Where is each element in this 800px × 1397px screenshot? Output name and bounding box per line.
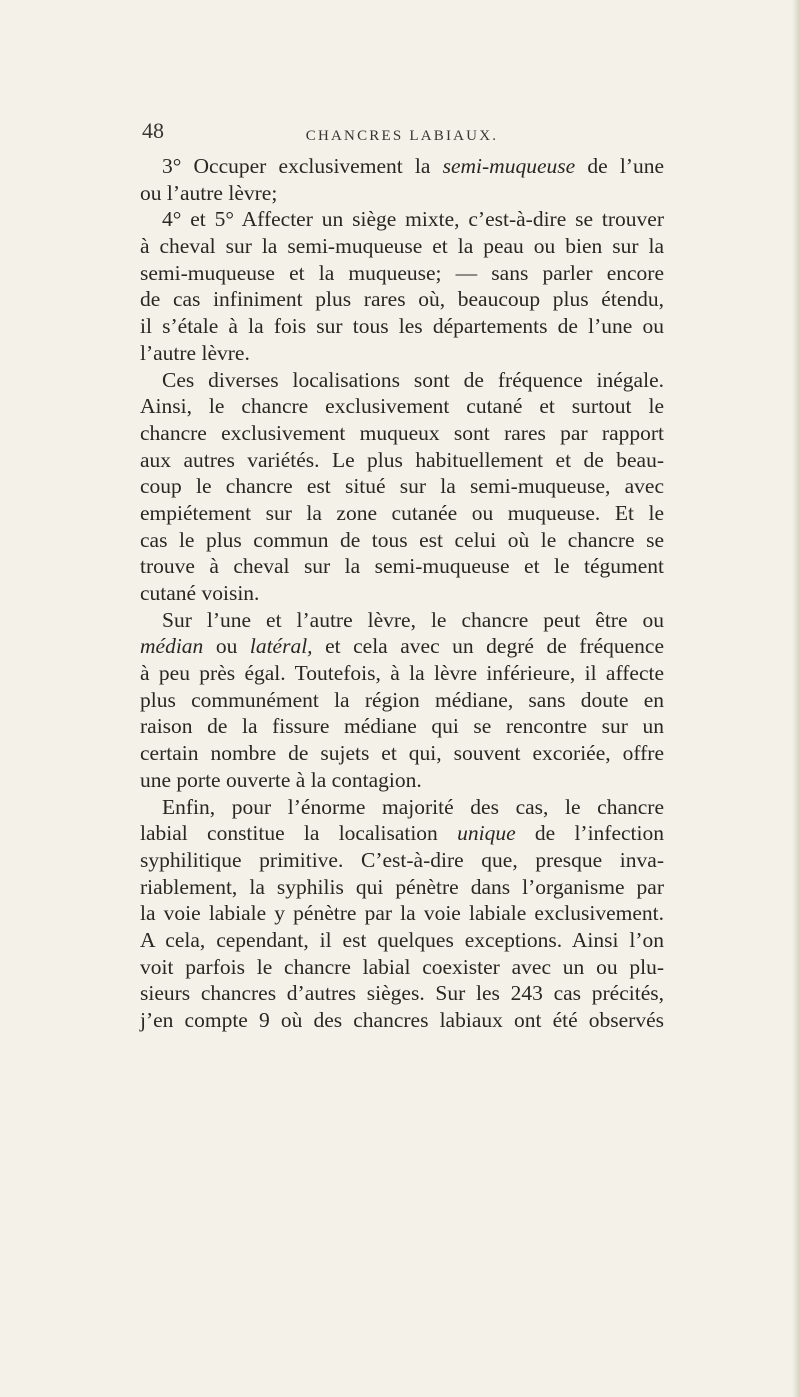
text-span: à cheval sur la semi-muqueuse et la peau ou bien sur la [140,234,664,259]
text-span: la voie labiale y pénètre par la voie labiale exclusivement. [140,901,664,926]
text-span: Ainsi, le chancre exclusivement cutané et surtout le [140,394,664,419]
text-span: riablement, la syphilis qui pénètre dans l’organisme par [140,874,664,899]
running-head: CHANCRES LABIAUX. [305,128,499,144]
text-line [140,500,664,527]
text-line [140,1007,664,1034]
italic-span: semi-muqueuse [442,154,576,178]
text-span: labial constitue la localisation [140,821,458,846]
text-span: empiétement sur la zone cutanée ou muqueuse. Et le [140,500,664,525]
text-span: semi-muqueuse et la muqueuse; — sans parler encore [140,260,664,285]
text-line [140,473,664,500]
text-span: l’autre lèvre. [140,340,250,365]
italic-span: médian [140,634,204,659]
text-line [140,286,664,313]
text-span: une porte ouverte à la contagion. [140,767,422,792]
text-span: A cela, cependant, il est quelques exceptions. Ainsi l’on [140,927,664,952]
text-span: et cela avec un degré de fréquence [312,634,664,659]
text-line [140,180,664,207]
text-span: 3° Occuper exclusivement la [162,154,443,178]
text-line [140,980,664,1007]
text-line [140,660,664,687]
text-line [140,553,664,580]
text-span: raison de la fissure médiane qui se rencontre sur un [140,714,664,739]
text-span: Enfin, pour l’énorme majorité des cas, le chancre [162,794,664,819]
text-line [140,367,664,394]
text-line [140,313,664,340]
text-line [140,713,664,740]
text-line [140,820,664,847]
text-span: chancre exclusivement muqueux sont rares par rapport [140,420,664,445]
text-span: 4° et 5° Affecter un siège mixte, c’est-à-dire se trouver [162,207,664,232]
text-span: trouve à cheval sur la semi-muqueuse et le tégument [140,554,664,579]
text-line [140,900,664,927]
text-line [140,687,664,714]
italic-span: latéral, [249,634,313,659]
text-line [140,847,664,874]
text-line [140,233,664,260]
text-span: Sur l’une et l’autre lèvre, le chancre peut être ou [162,607,664,632]
text-line [140,740,664,767]
text-span: certain nombre de sujets et qui, souvent excoriée, offre [140,741,664,766]
text-span: voit parfois le chancre labial coexister avec un ou plu- [140,954,664,979]
text-line [140,260,664,287]
text-span: à peu près égal. Toutefois, à la lèvre inférieure, il affecte [140,661,664,686]
page-header [142,118,662,148]
text-span: ou l’autre lèvre; [140,180,278,205]
text-line [140,580,664,607]
text-line [140,527,664,554]
page-number: 48 [142,118,164,143]
text-span: de l’une [575,154,664,178]
text-line [140,874,664,901]
text-line [140,153,664,180]
text-span: de cas infiniment plus rares où, beaucoup plus étendu, [140,287,664,312]
text-line [140,954,664,981]
text-line [140,340,664,367]
text-span: de l’infection [515,821,665,846]
text-span: aux autres variétés. Le plus habituellement et de beau- [140,447,664,472]
text-span: j’en compte 9 où des chancres labiaux ont été observés [140,1008,664,1032]
text-span: syphilitique primitive. C’est-à-dire que, presque inva- [140,847,664,872]
italic-span: unique [457,821,516,846]
body-text [140,153,664,1034]
text-line [140,420,664,447]
text-span: cas le plus commun de tous est celui où le chancre se [140,527,664,552]
page-edge-shadow [792,0,800,1397]
text-line [140,794,664,821]
text-line [140,633,664,660]
text-span: il s’étale à la fois sur tous les départements de l’une ou [140,314,664,339]
text-line [140,393,664,420]
text-line [140,927,664,954]
text-span: sieurs chancres d’autres sièges. Sur les 243 cas précités, [140,981,664,1006]
text-span: cutané voisin. [140,581,260,605]
text-span: Ces diverses localisations sont de fréquence inégale. [162,367,664,392]
text-line [140,447,664,474]
text-line [140,206,664,233]
text-line [140,607,664,634]
text-span: plus communément la région médiane, sans doute en [140,687,664,712]
text-span: ou [203,634,250,659]
text-line [140,767,664,794]
text-span: coup le chancre est situé sur la semi-muqueuse, avec [140,474,664,499]
